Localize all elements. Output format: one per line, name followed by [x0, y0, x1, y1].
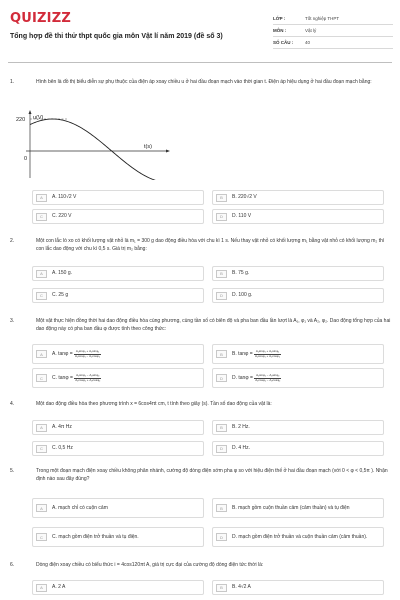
option-letter: A [36, 350, 47, 358]
option-letter: D [216, 213, 227, 221]
question-text: Hình bên là đồ thị biểu diễn sự phụ thuộc của điện áp xoay chiều u ở hai đầu đoạn mạch vào thời gian t. Điện áp hiệu dụng ở hai đầu đoạn mạch bằng: [36, 79, 372, 85]
option-letter: C [36, 533, 47, 541]
option-text: C. 25 g [52, 292, 69, 299]
option-letter: C [36, 292, 47, 300]
q3-option-b[interactable] [212, 344, 384, 364]
option-text: C. 220 V [52, 213, 72, 220]
option-text: A. 4π Hz [52, 424, 72, 431]
option-text: C. tanφ = [52, 374, 73, 381]
q3-option-a[interactable] [32, 344, 204, 364]
graph-t-arrow [166, 150, 170, 153]
question-number: 1. [10, 79, 15, 85]
option-text: D. 110 V [232, 213, 252, 220]
option-text: D. 100 g. [232, 292, 253, 299]
option-text: C. mạch gồm điện trở thuần và tụ điện. [52, 533, 139, 540]
option-text: D. mạch gồm điện trở thuần và cuộn thuần cảm (cảm thuần). [232, 533, 368, 540]
q3-option-d[interactable] [212, 368, 384, 388]
formula-numerator: A₁sinφ₁ − A₂sinφ₂ [76, 373, 100, 378]
graph-u-arrow [29, 110, 32, 114]
q2-option-b[interactable] [212, 266, 384, 281]
option-text: A. 110√2 V [52, 194, 77, 201]
q1-option-c[interactable] [32, 209, 204, 224]
header-divider [8, 62, 392, 63]
option-text: B. mạch gồm cuộn thuần cảm (cảm thuần) và tụ điện [232, 504, 350, 511]
option-text: A. tanφ = [52, 350, 73, 357]
meta-count-key: SỐ CÂU : [273, 40, 294, 45]
formula-numerator: A₁sinφ₁ − A₂sinφ₂ [256, 373, 280, 378]
formula-denominator: A₁cosφ₁ + A₂cosφ₂ [255, 353, 281, 358]
option-text: D. 4 Hz. [232, 445, 251, 452]
question-text: Trong một đoạn mạch điện xoay chiều không phân nhánh, cường độ dòng điện sớm pha φ so với hiệu điện thế ở hai đầu đoạn mạch (với 0 < φ < 0,5π ). Nhận định nào sau đây đúng? [36, 468, 388, 482]
formula-numerator: A₁sinφ₁ + A₂sinφ₂ [75, 349, 100, 354]
worksheet-title: Tổng hợp đề thi thử thpt quốc gia môn Vật lí năm 2019 (đề số 3) [10, 33, 223, 40]
option-letter: B [216, 350, 227, 358]
formula-denominator: A₁cosφ₁ − A₂cosφ₂ [75, 353, 101, 358]
option-text: B. 2 Hz. [232, 424, 250, 431]
q5-option-b[interactable] [212, 498, 384, 518]
option-text: B. tanφ = [232, 350, 253, 357]
option-text: A. 150 g. [52, 270, 73, 277]
meta-count-row [273, 37, 393, 49]
option-letter: D [216, 445, 227, 453]
option-letter: B [216, 424, 227, 432]
meta-subject-row [273, 25, 393, 37]
question-number: 6. [10, 562, 15, 568]
option-letter: B [216, 504, 227, 512]
formula-denominator: A₁cosφ₁ + A₂cosφ₂ [75, 377, 101, 382]
option-letter: C [36, 213, 47, 221]
formula-fraction [74, 374, 101, 382]
option-text: A. 2 A [52, 584, 66, 591]
meta-count-value: 40 [305, 40, 311, 45]
option-text: C. 0,5 Hz [52, 445, 73, 452]
option-text: D. tanφ = [232, 374, 253, 381]
q6-option-a[interactable] [32, 580, 204, 595]
q5-option-a[interactable] [32, 498, 204, 518]
meta-subject-value: Vật lý [305, 28, 317, 33]
q5-option-d[interactable] [212, 527, 384, 547]
meta-class-key: LỚP : [273, 16, 286, 21]
q4-option-a[interactable] [32, 420, 204, 435]
question-number: 4. [10, 401, 15, 407]
q6-option-b[interactable] [212, 580, 384, 595]
question-text: Một con lắc lò xo có khối lượng vật nhỏ là m₁ = 300 g dao động điều hòa với chu kì 1 s. Nếu thay vật nhỏ có khối lượng m₁ bằng vật nhỏ có khối lượng m₂ thì con lắc dao động với chu kì 0,5 s. Giá trị m₂ bằng: [36, 238, 385, 252]
option-letter: D [216, 374, 227, 382]
option-letter: B [216, 194, 227, 202]
graph-origin-label: 0 [24, 156, 28, 162]
voltage-time-graph [16, 110, 176, 180]
quizizz-logo: QUIZIZZ [10, 11, 71, 26]
meta-class-row [273, 13, 393, 25]
option-letter: A [36, 194, 47, 202]
option-text: B. 4√2 A [232, 584, 251, 591]
option-letter: C [36, 374, 47, 382]
question-number: 5. [10, 468, 15, 474]
question-text: Một vật thực hiện đồng thời hai dao động điều hòa cùng phương, cùng tần số có biên độ và pha ban đầu lần lượt là A₁, φ₁ và A₂, φ₂. Dao động tổng hợp của hai dao động này có pha ban đầu φ được tính theo công thức: [36, 318, 391, 332]
option-letter: A [36, 424, 47, 432]
formula-fraction [74, 350, 101, 358]
graph-y-tick-220: 220 [16, 117, 26, 123]
formula-numerator: A₁sinφ₁ + A₂sinφ₂ [255, 349, 280, 354]
option-letter: B [216, 584, 227, 592]
graph-t-label: t(s) [144, 144, 152, 150]
question-number: 2. [10, 238, 15, 244]
question-number: 3. [10, 318, 15, 324]
option-letter: A [36, 270, 47, 278]
option-text: B. 220√2 V [232, 194, 257, 201]
q4-option-c[interactable] [32, 441, 204, 456]
option-letter: D [216, 292, 227, 300]
formula-fraction [254, 374, 281, 382]
formula-denominator: A₁cosφ₁ − A₂cosφ₂ [255, 377, 281, 382]
meta-class-value: Tốt nghiệp THPT [305, 16, 340, 21]
q4-option-b[interactable] [212, 420, 384, 435]
q5-option-c[interactable] [32, 527, 204, 547]
q2-option-a[interactable] [32, 266, 204, 281]
option-letter: C [36, 445, 47, 453]
graph-voltage-curve [30, 119, 160, 180]
option-letter: A [36, 504, 47, 512]
q4-option-d[interactable] [212, 441, 384, 456]
q1-option-d[interactable] [212, 209, 384, 224]
option-letter: B [216, 270, 227, 278]
meta-subject-key: MÔN : [273, 28, 287, 33]
graph-u-label: u(V) [33, 115, 44, 121]
q1-option-b[interactable] [212, 190, 384, 205]
formula-fraction [254, 350, 281, 358]
q2-option-c[interactable] [32, 288, 204, 303]
question-text: Dòng điện xoay chiều có biểu thức i = 4cos120πt A, giá trị cực đại của cường độ dòng điện tức thời là: [36, 562, 264, 568]
option-text: B. 75 g. [232, 270, 250, 277]
q1-option-a[interactable] [32, 190, 204, 205]
option-letter: A [36, 584, 47, 592]
q2-option-d[interactable] [212, 288, 384, 303]
question-text: Một dao động điều hòa theo phương trình x = 6cos4πt cm, t tính theo giây (s). Tần số dao động của vật là: [36, 401, 272, 407]
q3-option-c[interactable] [32, 368, 204, 388]
option-letter: D [216, 533, 227, 541]
option-text: A. mạch chỉ có cuộn cảm [52, 504, 108, 511]
worksheet-meta [273, 13, 393, 49]
